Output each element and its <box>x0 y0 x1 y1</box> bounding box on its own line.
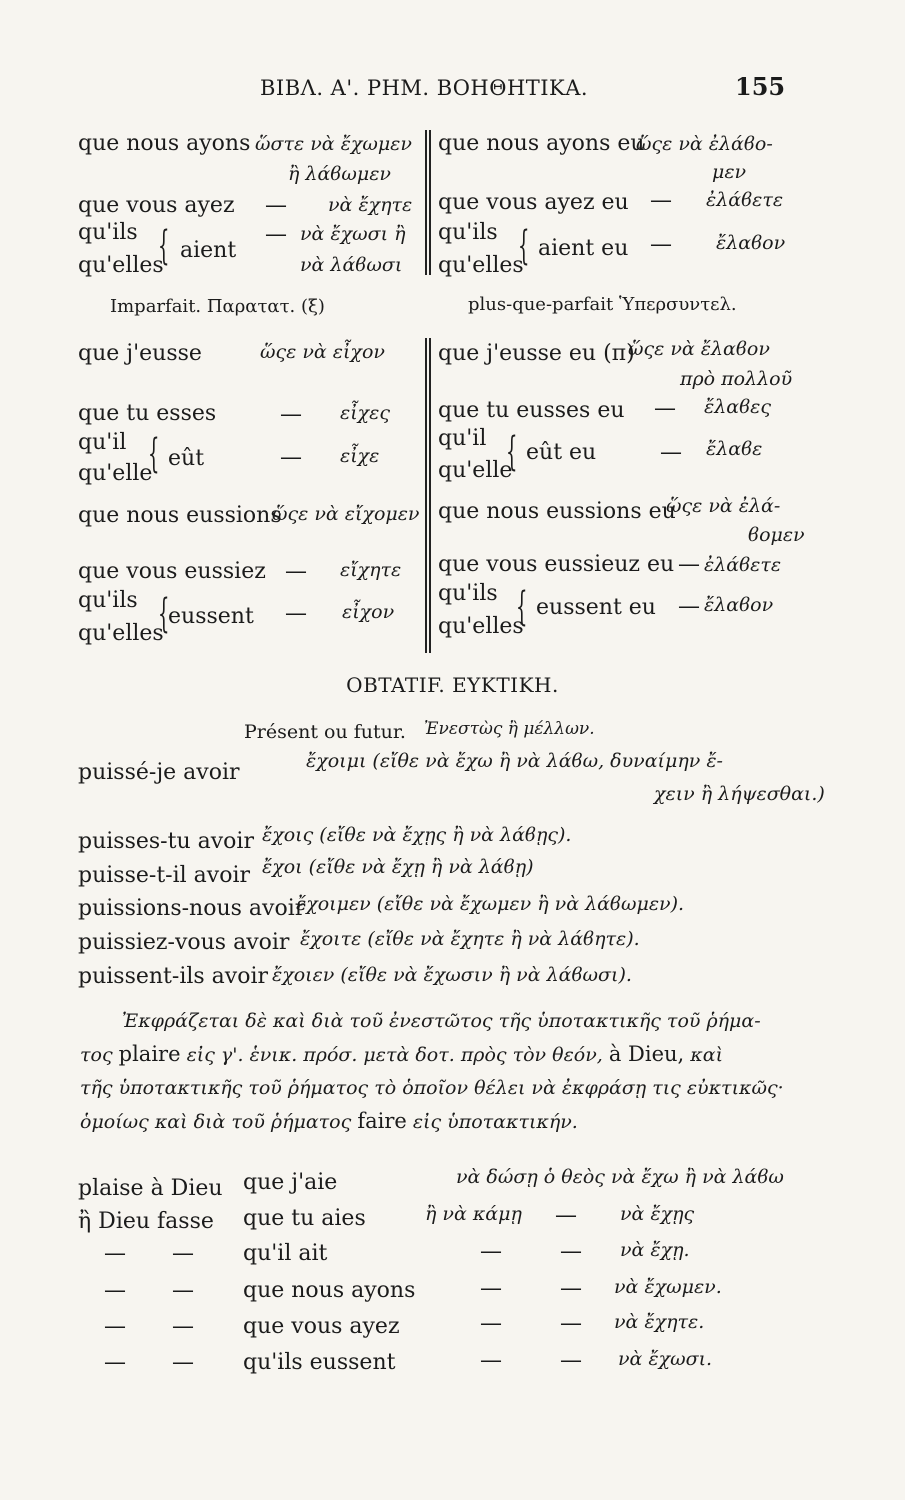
conj-fr: que vous ayez eu <box>438 190 629 215</box>
column-divider-middle <box>425 338 427 653</box>
conj-gr: εἶχες <box>340 402 390 424</box>
dash: — <box>265 222 287 247</box>
dash: — <box>654 396 676 421</box>
dash: — <box>650 232 672 257</box>
conj-fr: que tu eusses eu <box>438 398 625 423</box>
conj-gr: ἐλάϐετε <box>706 189 784 211</box>
paragraph-text: καὶ <box>690 1044 724 1066</box>
conj-fr: que vous ayez <box>78 193 235 218</box>
dash: — <box>678 552 700 577</box>
conj-fr: qu'elles <box>438 253 524 278</box>
dash: — <box>480 1276 502 1301</box>
optatif-gr: ἔχοιεν (εἴθε νὰ ἔχωσιν ἢ νὰ λάϐωσι). <box>272 964 632 986</box>
dash: — <box>560 1311 582 1336</box>
paragraph-text: τος <box>80 1044 113 1066</box>
section-heading: plus-que-parfait Ὑπερσυντελ. <box>468 294 737 315</box>
dash: — <box>480 1311 502 1336</box>
conj-fr: qu'elles <box>78 621 164 646</box>
brace: { <box>158 223 170 269</box>
paragraph-french-word: plaire <box>118 1042 181 1066</box>
conj-gr: νὰ λάϐωσι <box>300 254 403 276</box>
section-subtitle: Présent ou futur. <box>244 721 406 743</box>
conj-gr: ὥςε νὰ ἐλάϐο- <box>636 133 773 155</box>
conj-gr: ϐομεν <box>748 524 805 546</box>
conj-fr: que j'eusse eu (π) <box>438 341 635 366</box>
conj-fr: que nous ayons <box>78 131 251 156</box>
dash: — <box>480 1348 502 1373</box>
dash: — <box>660 440 682 465</box>
plaise-fr: que nous ayons <box>243 1278 416 1303</box>
dash: — <box>172 1314 194 1339</box>
paragraph-text: εἰς ὑποτακτικήν. <box>412 1111 578 1133</box>
page-number: 155 <box>735 72 786 101</box>
conj-fr: que vous eussieuz eu <box>438 552 675 577</box>
dash: — <box>104 1241 126 1266</box>
conj-ending: eût <box>168 446 205 471</box>
conj-ending: eussent eu <box>536 595 656 620</box>
optatif-fr: puissions-nous avoir <box>78 896 306 921</box>
optatif-gr: ἔχοιμεν (εἴθε νὰ ἔχωμεν ἢ νὰ λάϐωμεν). <box>296 893 685 915</box>
conj-fr: qu'elles <box>438 614 524 639</box>
conj-fr: qu'ils <box>78 588 138 613</box>
brace: { <box>506 429 518 475</box>
conj-gr: ἔλαϐον <box>704 594 774 616</box>
paragraph-line <box>80 1038 800 1072</box>
plaise-gr: νὰ ἔχωσι. <box>618 1348 713 1370</box>
explanatory-paragraph <box>80 1005 800 1139</box>
conj-fr: que vous eussiez <box>78 559 266 584</box>
column-divider-top <box>425 130 427 275</box>
conj-gr: ἔλαϐε <box>706 438 763 460</box>
optatif-fr: puissent-ils avoir <box>78 964 269 989</box>
plaise-fr: qu'il ait <box>243 1241 328 1266</box>
paragraph-french-word: à Dieu, <box>608 1042 685 1066</box>
plaise-fr: plaise à Dieu <box>78 1176 223 1201</box>
dash: — <box>560 1239 582 1264</box>
dash: — <box>285 559 307 584</box>
optatif-fr: puisse-t-il avoir <box>78 863 251 888</box>
conj-fr: que nous eussions <box>78 503 282 528</box>
paragraph-line: τῆς ὑποτακτικῆς τοῦ ῥήματος τὸ ὁποῖον θέλει νὰ ἐκφράσῃ τις εὐκτικῶς· <box>80 1077 784 1099</box>
conj-fr: que tu esses <box>78 401 217 426</box>
section-title: OBTATIF. ΕΥΚΤΙΚΗ. <box>346 673 559 697</box>
brace: { <box>158 591 170 637</box>
dash: — <box>265 193 287 218</box>
conj-gr: ὥςε νὰ ἔλαϐον <box>628 338 770 360</box>
conj-ending: aient <box>180 238 237 263</box>
optatif-fr: puisses-tu avoir <box>78 829 254 854</box>
conj-fr: que nous ayons eu <box>438 131 645 156</box>
conj-gr: νὰ ἔχητε <box>328 194 413 216</box>
plaise-gr: νὰ ἔχῃς <box>620 1203 695 1225</box>
plaise-gr: νὰ ἔχῃ. <box>620 1239 690 1261</box>
conj-ending: eussent <box>168 604 254 629</box>
conj-gr: εἴχητε <box>340 559 402 581</box>
conj-gr: ἔλαϐον <box>716 232 786 254</box>
dash: — <box>104 1314 126 1339</box>
dash: — <box>285 601 307 626</box>
dash: — <box>104 1278 126 1303</box>
conj-gr: μεν <box>712 161 747 183</box>
dash: — <box>172 1350 194 1375</box>
optatif-gr: ἔχοιτε (εἴθε νὰ ἔχητε ἢ νὰ λάϐητε). <box>300 928 640 950</box>
conj-fr: qu'il <box>438 426 487 451</box>
plaise-gr: ἢ νὰ κάμῃ <box>425 1203 522 1225</box>
conj-fr: que nous eussions eu <box>438 499 676 524</box>
plaise-fr: ἢ Dieu fasse <box>78 1209 214 1234</box>
plaise-gr: νὰ ἔχωμεν. <box>614 1276 722 1298</box>
conj-gr: εἶχον <box>342 601 395 623</box>
dash: — <box>104 1350 126 1375</box>
conj-ending: eût eu <box>526 440 597 465</box>
column-divider-middle-2 <box>429 338 431 653</box>
brace: { <box>516 584 528 630</box>
conj-fr: qu'ils <box>438 220 498 245</box>
optatif-fr: puissé-je avoir <box>78 760 240 785</box>
dash: — <box>480 1239 502 1264</box>
dash: — <box>280 402 302 427</box>
optatif-gr: χειν ἢ λήψεσθαι.) <box>654 783 825 805</box>
conj-gr: πρὸ πολλοῦ <box>680 368 793 390</box>
plaise-fr: que j'aie <box>243 1170 338 1195</box>
dash: — <box>172 1278 194 1303</box>
dash: — <box>650 188 672 213</box>
paragraph-line: Ἐκφράζεται δὲ καὶ διὰ τοῦ ἐνεστῶτος τῆς ὑποτακτικῆς τοῦ ῥήμα- <box>122 1010 761 1032</box>
dash: — <box>560 1276 582 1301</box>
conj-gr: ἐλάϐετε <box>704 554 782 576</box>
conj-fr: qu'elle <box>438 458 513 483</box>
conj-gr: νὰ ἔχωσι ἢ <box>300 223 406 245</box>
plaise-fr: que tu aies <box>243 1206 366 1231</box>
plaise-gr: νὰ δώσῃ ὁ θεὸς νὰ ἔχω ἢ νὰ λάϐω <box>456 1166 784 1188</box>
conj-gr: ἔλαϐες <box>704 396 771 418</box>
plaise-gr: νὰ ἔχητε. <box>614 1311 705 1333</box>
paragraph-line <box>80 1105 800 1139</box>
conj-gr: εἶχε <box>340 445 380 467</box>
conj-ending: aient eu <box>538 236 629 261</box>
column-divider-top-2 <box>429 130 431 275</box>
conj-gr: ὥστε νὰ ἔχωμεν <box>255 133 412 155</box>
dash: — <box>172 1241 194 1266</box>
conj-gr: ὥςε νὰ εἶχον <box>260 341 385 363</box>
paragraph-text: εἰς γ'. ἑνικ. πρόσ. μετὰ δοτ. πρὸς τὸν θεόν, <box>186 1044 603 1066</box>
optatif-gr: ἔχοι (εἴθε νὰ ἔχῃ ἢ νὰ λάϐῃ) <box>262 856 534 878</box>
plaise-fr: qu'ils eussent <box>243 1350 396 1375</box>
brace: { <box>148 431 160 477</box>
conj-gr: ὥςε νὰ εἴχομεν <box>272 503 420 525</box>
conj-fr: qu'elle <box>78 461 153 486</box>
conj-fr: qu'ils <box>438 581 498 606</box>
dash: — <box>555 1203 577 1228</box>
paragraph-french-word: faire <box>357 1109 407 1133</box>
conj-fr: que j'eusse <box>78 341 202 366</box>
brace: { <box>518 223 530 269</box>
dash: — <box>280 445 302 470</box>
dash: — <box>560 1348 582 1373</box>
conj-gr: ὥςε νὰ ἐλά- <box>666 495 781 517</box>
section-subtitle: Ἐνεστὼς ἢ μέλλων. <box>424 719 595 739</box>
conj-fr: qu'ils <box>78 220 138 245</box>
conj-fr: qu'il <box>78 430 127 455</box>
dash: — <box>678 594 700 619</box>
optatif-gr: ἔχοιμι (εἴθε νὰ ἔχω ἢ νὰ λάϐω, δυναίμην ἔ- <box>306 750 723 772</box>
section-heading: Imparfait. Παρατατ. (ξ) <box>110 296 325 317</box>
optatif-fr: puissiez-vous avoir <box>78 930 290 955</box>
plaise-fr: que vous ayez <box>243 1314 400 1339</box>
conj-fr: qu'elles <box>78 253 164 278</box>
conj-gr: ἢ λάϐωμεν <box>288 163 391 185</box>
optatif-gr: ἔχοις (εἴθε νὰ ἔχῃς ἢ νὰ λάϐῃς). <box>262 824 572 846</box>
running-head: ΒΙΒΛ. Α'. ΡΗΜ. ΒΟΗΘΗΤΙΚΑ. <box>260 76 589 100</box>
paragraph-text: ὁμοίως καὶ διὰ τοῦ ῥήματος <box>80 1111 352 1133</box>
